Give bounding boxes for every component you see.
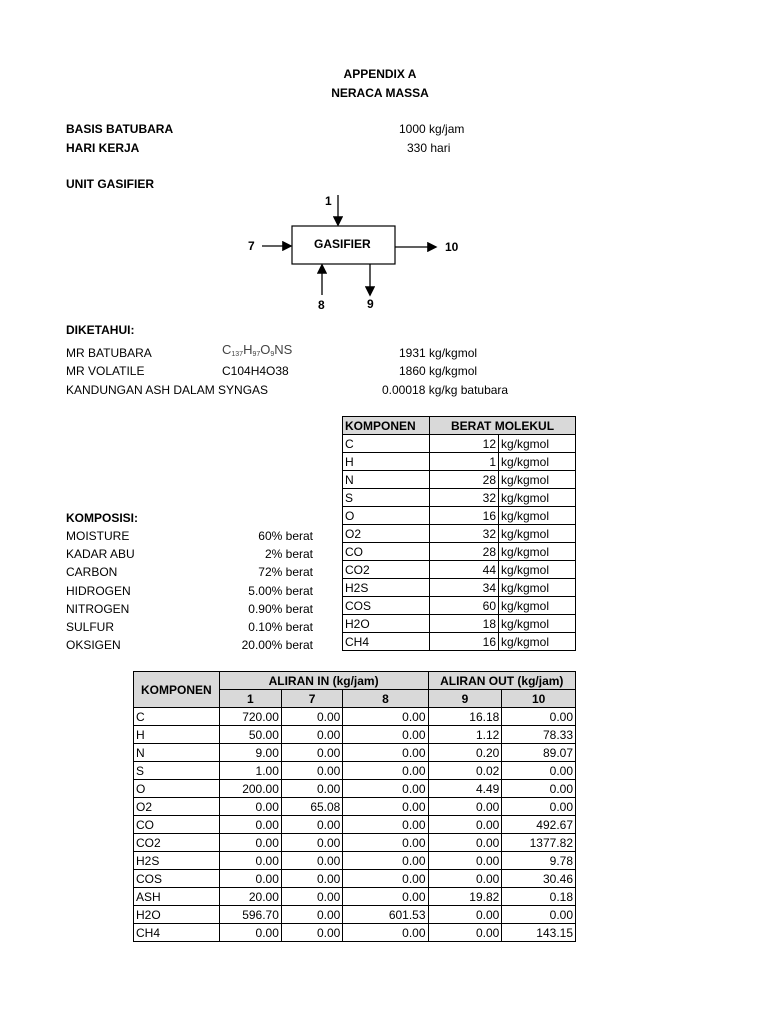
mw-komponen-cell: H2O — [343, 615, 430, 633]
flow-komponen-cell: COS — [134, 870, 220, 888]
mw-value-cell: 28 — [430, 543, 499, 561]
gasifier-diagram — [240, 190, 480, 315]
flow-value-cell: 0.00 — [502, 762, 576, 780]
flow-value-cell: 0.00 — [428, 798, 502, 816]
flow-value-cell: 16.18 — [428, 708, 502, 726]
flow-value-cell: 1.00 — [219, 762, 281, 780]
flow-value-cell: 0.00 — [343, 780, 428, 798]
flow-komponen-cell: C — [134, 708, 220, 726]
mw-komponen-cell: CH4 — [343, 633, 430, 651]
flow-value-cell: 0.00 — [343, 888, 428, 906]
mw-komponen-cell: CO — [343, 543, 430, 561]
mw-komponen-cell: COS — [343, 597, 430, 615]
flow-value-cell: 0.00 — [428, 852, 502, 870]
mw-unit-cell: kg/kgmol — [499, 633, 576, 651]
flow-value-cell: 0.00 — [343, 762, 428, 780]
mw-value-cell: 12 — [430, 435, 499, 453]
stream-8-label: 8 — [318, 298, 325, 312]
flow-value-cell: 0.20 — [428, 744, 502, 762]
table-row — [134, 798, 576, 816]
table-row — [134, 726, 576, 744]
mr-volatile-value: 1860 kg/kgmol — [399, 364, 478, 378]
flow-value-cell: 0.00 — [343, 798, 428, 816]
flow-value-cell: 0.00 — [343, 726, 428, 744]
mw-unit-cell: kg/kgmol — [499, 615, 576, 633]
flow-value-cell: 0.00 — [428, 906, 502, 924]
stream-7-label: 7 — [248, 239, 255, 253]
table-row — [343, 471, 576, 489]
flow-stream-header: 10 — [502, 690, 576, 708]
flow-value-cell: 200.00 — [219, 780, 281, 798]
diketahui-title: DIKETAHUI: — [66, 323, 135, 337]
mw-komponen-cell: O2 — [343, 525, 430, 543]
flow-komponen-cell: H2S — [134, 852, 220, 870]
flow-value-cell: 0.18 — [502, 888, 576, 906]
flow-value-cell: 0.00 — [219, 870, 281, 888]
komposisi-value: 60% berat — [258, 529, 313, 543]
stream-9-label: 9 — [367, 297, 374, 311]
table-row — [343, 543, 576, 561]
flow-value-cell: 0.00 — [281, 924, 342, 942]
mw-komponen-cell: N — [343, 471, 430, 489]
table-row — [134, 708, 576, 726]
flow-value-cell: 0.00 — [219, 798, 281, 816]
flow-value-cell: 0.00 — [281, 852, 342, 870]
mw-value-cell: 16 — [430, 633, 499, 651]
flow-value-cell: 0.00 — [219, 852, 281, 870]
unit-title: UNIT GASIFIER — [66, 177, 155, 191]
komposisi-label: SULFUR — [66, 620, 115, 634]
table-row — [134, 744, 576, 762]
flow-value-cell: 0.00 — [502, 798, 576, 816]
mw-unit-cell: kg/kgmol — [499, 507, 576, 525]
hari-kerja-value: 330 hari — [407, 141, 451, 155]
mw-unit-cell: kg/kgmol — [499, 543, 576, 561]
mw-value-cell: 44 — [430, 561, 499, 579]
komposisi-value: 0.10% berat — [248, 620, 313, 634]
table-row — [343, 579, 576, 597]
table-row — [343, 633, 576, 651]
flow-value-cell: 0.00 — [281, 816, 342, 834]
flow-value-cell: 65.08 — [281, 798, 342, 816]
flow-komponen-cell: ASH — [134, 888, 220, 906]
table-row — [343, 507, 576, 525]
flow-value-cell: 78.33 — [502, 726, 576, 744]
mw-unit-cell: kg/kgmol — [499, 525, 576, 543]
gasifier-label: GASIFIER — [314, 237, 371, 251]
mw-komponen-cell: O — [343, 507, 430, 525]
mw-unit-cell: kg/kgmol — [499, 561, 576, 579]
page-title: APPENDIX A — [343, 67, 417, 81]
basis-batubara-value: 1000 kg/jam — [399, 122, 465, 136]
flow-value-cell: 720.00 — [219, 708, 281, 726]
mw-komponen-cell: CO2 — [343, 561, 430, 579]
flow-value-cell: 9.78 — [502, 852, 576, 870]
mw-komponen-cell: H2S — [343, 579, 430, 597]
mw-unit-cell: kg/kgmol — [499, 489, 576, 507]
flow-value-cell: 0.00 — [281, 906, 342, 924]
table-row — [134, 780, 576, 798]
table-row — [134, 762, 576, 780]
table-row — [134, 852, 576, 870]
table-row — [343, 525, 576, 543]
mass-balance-table — [133, 671, 576, 942]
mw-unit-cell: kg/kgmol — [499, 597, 576, 615]
flow-value-cell: 0.00 — [502, 780, 576, 798]
flow-value-cell: 143.15 — [502, 924, 576, 942]
flow-komponen-cell: S — [134, 762, 220, 780]
mw-value-cell: 32 — [430, 489, 499, 507]
flow-value-cell: 0.00 — [219, 924, 281, 942]
komposisi-title: KOMPOSISI: — [66, 511, 139, 525]
table-row — [343, 561, 576, 579]
hari-kerja-label: HARI KERJA — [66, 141, 140, 155]
flow-value-cell: 0.00 — [343, 924, 428, 942]
mr-batubara-label: MR BATUBARA — [66, 346, 152, 360]
stream-10-label: 10 — [445, 240, 459, 254]
flow-value-cell: 0.00 — [343, 816, 428, 834]
mw-value-cell: 60 — [430, 597, 499, 615]
flow-komponen-cell: O2 — [134, 798, 220, 816]
komposisi-value: 20.00% berat — [241, 638, 313, 653]
table-row — [134, 870, 576, 888]
flow-value-cell: 20.00 — [219, 888, 281, 906]
flow-stream-header: 7 — [281, 690, 342, 708]
table-row — [134, 816, 576, 834]
flow-header-komponen: KOMPONEN — [134, 672, 220, 708]
mw-value-cell: 28 — [430, 471, 499, 489]
table-row — [134, 834, 576, 852]
flow-value-cell: 89.07 — [502, 744, 576, 762]
flow-value-cell: 0.00 — [343, 870, 428, 888]
mw-unit-cell: kg/kgmol — [499, 435, 576, 453]
flow-value-cell: 596.70 — [219, 906, 281, 924]
mr-batubara-formula: $C_{137}H_{97}O_9NS$ — [222, 342, 293, 358]
table-row — [343, 453, 576, 471]
komposisi-label: HIDROGEN — [66, 583, 131, 598]
ash-value: 0.00018 kg/kg batubara — [382, 383, 509, 397]
komposisi-label: NITROGEN — [66, 601, 130, 616]
flow-value-cell: 0.02 — [428, 762, 502, 780]
flow-value-cell: 4.49 — [428, 780, 502, 798]
table-row — [343, 597, 576, 615]
flow-komponen-cell: CO2 — [134, 834, 220, 852]
stream-1-label: 1 — [325, 194, 332, 208]
flow-stream-header: 1 — [219, 690, 281, 708]
flow-value-cell: 492.67 — [502, 816, 576, 834]
mw-value-cell: 16 — [430, 507, 499, 525]
flow-value-cell: 19.82 — [428, 888, 502, 906]
mw-value-cell: 18 — [430, 615, 499, 633]
flow-value-cell: 0.00 — [281, 780, 342, 798]
table-row — [343, 435, 576, 453]
flow-value-cell: 0.00 — [219, 834, 281, 852]
flow-value-cell: 50.00 — [219, 726, 281, 744]
flow-value-cell: 1377.82 — [502, 834, 576, 852]
flow-value-cell: 0.00 — [502, 708, 576, 726]
flow-komponen-cell: CO — [134, 816, 220, 834]
komposisi-label: CARBON — [66, 565, 118, 580]
table-row — [134, 906, 576, 924]
flow-value-cell: 30.46 — [502, 870, 576, 888]
flow-value-cell: 0.00 — [502, 906, 576, 924]
mw-unit-cell: kg/kgmol — [499, 471, 576, 489]
flow-value-cell: 0.00 — [281, 834, 342, 852]
mw-unit-cell: kg/kgmol — [499, 579, 576, 597]
flow-header-row-1 — [134, 672, 576, 690]
flow-value-cell: 1.12 — [428, 726, 502, 744]
flow-komponen-cell: N — [134, 744, 220, 762]
flow-value-cell: 0.00 — [428, 870, 502, 888]
mw-value-cell: 1 — [430, 453, 499, 471]
mr-batubara-value: 1931 kg/kgmol — [399, 346, 478, 360]
komposisi-value: 5.00% berat — [248, 583, 313, 598]
flow-value-cell: 0.00 — [428, 924, 502, 942]
flow-value-cell: 0.00 — [281, 744, 342, 762]
flow-value-cell: 0.00 — [219, 816, 281, 834]
flow-komponen-cell: H — [134, 726, 220, 744]
flow-stream-header: 9 — [428, 690, 502, 708]
mw-header-berat: BERAT MOLEKUL — [430, 417, 576, 435]
flow-komponen-cell: H2O — [134, 906, 220, 924]
flow-header-out: ALIRAN OUT (kg/jam) — [428, 672, 575, 690]
flow-header-in: ALIRAN IN (kg/jam) — [219, 672, 428, 690]
table-row — [343, 489, 576, 507]
mr-volatile-formula: C104H4O38 — [222, 364, 289, 378]
flow-value-cell: 0.00 — [428, 816, 502, 834]
page-subtitle: NERACA MASSA — [331, 86, 429, 100]
flow-value-cell: 0.00 — [343, 852, 428, 870]
flow-stream-header: 8 — [343, 690, 428, 708]
mw-header-komponen: KOMPONEN — [343, 417, 430, 435]
mw-header-row — [343, 417, 576, 435]
komposisi-value: 0.90% berat — [248, 601, 313, 616]
flow-value-cell: 0.00 — [343, 744, 428, 762]
flow-value-cell: 0.00 — [281, 726, 342, 744]
ash-label: KANDUNGAN ASH DALAM SYNGAS — [66, 383, 269, 397]
mw-komponen-cell: S — [343, 489, 430, 507]
flow-value-cell: 0.00 — [343, 834, 428, 852]
flow-value-cell: 0.00 — [281, 762, 342, 780]
flow-value-cell: 601.53 — [343, 906, 428, 924]
flow-value-cell: 0.00 — [281, 888, 342, 906]
flow-value-cell: 9.00 — [219, 744, 281, 762]
mw-value-cell: 34 — [430, 579, 499, 597]
basis-batubara-label: BASIS BATUBARA — [66, 122, 174, 136]
komposisi-label: KADAR ABU — [66, 547, 135, 562]
flow-komponen-cell: CH4 — [134, 924, 220, 942]
komposisi-value: 2% berat — [264, 547, 313, 562]
mw-komponen-cell: C — [343, 435, 430, 453]
flow-value-cell: 0.00 — [343, 708, 428, 726]
molecular-weight-table — [342, 416, 576, 651]
mw-value-cell: 32 — [430, 525, 499, 543]
komposisi-label: MOISTURE — [66, 529, 130, 543]
komposisi-value: 72% berat — [258, 565, 313, 580]
mr-volatile-label: MR VOLATILE — [66, 364, 145, 378]
mw-unit-cell: kg/kgmol — [499, 453, 576, 471]
table-row — [134, 888, 576, 906]
komposisi-label: OKSIGEN — [66, 638, 121, 653]
table-row — [134, 924, 576, 942]
flow-komponen-cell: O — [134, 780, 220, 798]
flow-value-cell: 0.00 — [281, 870, 342, 888]
flow-value-cell: 0.00 — [428, 834, 502, 852]
mw-komponen-cell: H — [343, 453, 430, 471]
table-row — [343, 615, 576, 633]
flow-value-cell: 0.00 — [281, 708, 342, 726]
